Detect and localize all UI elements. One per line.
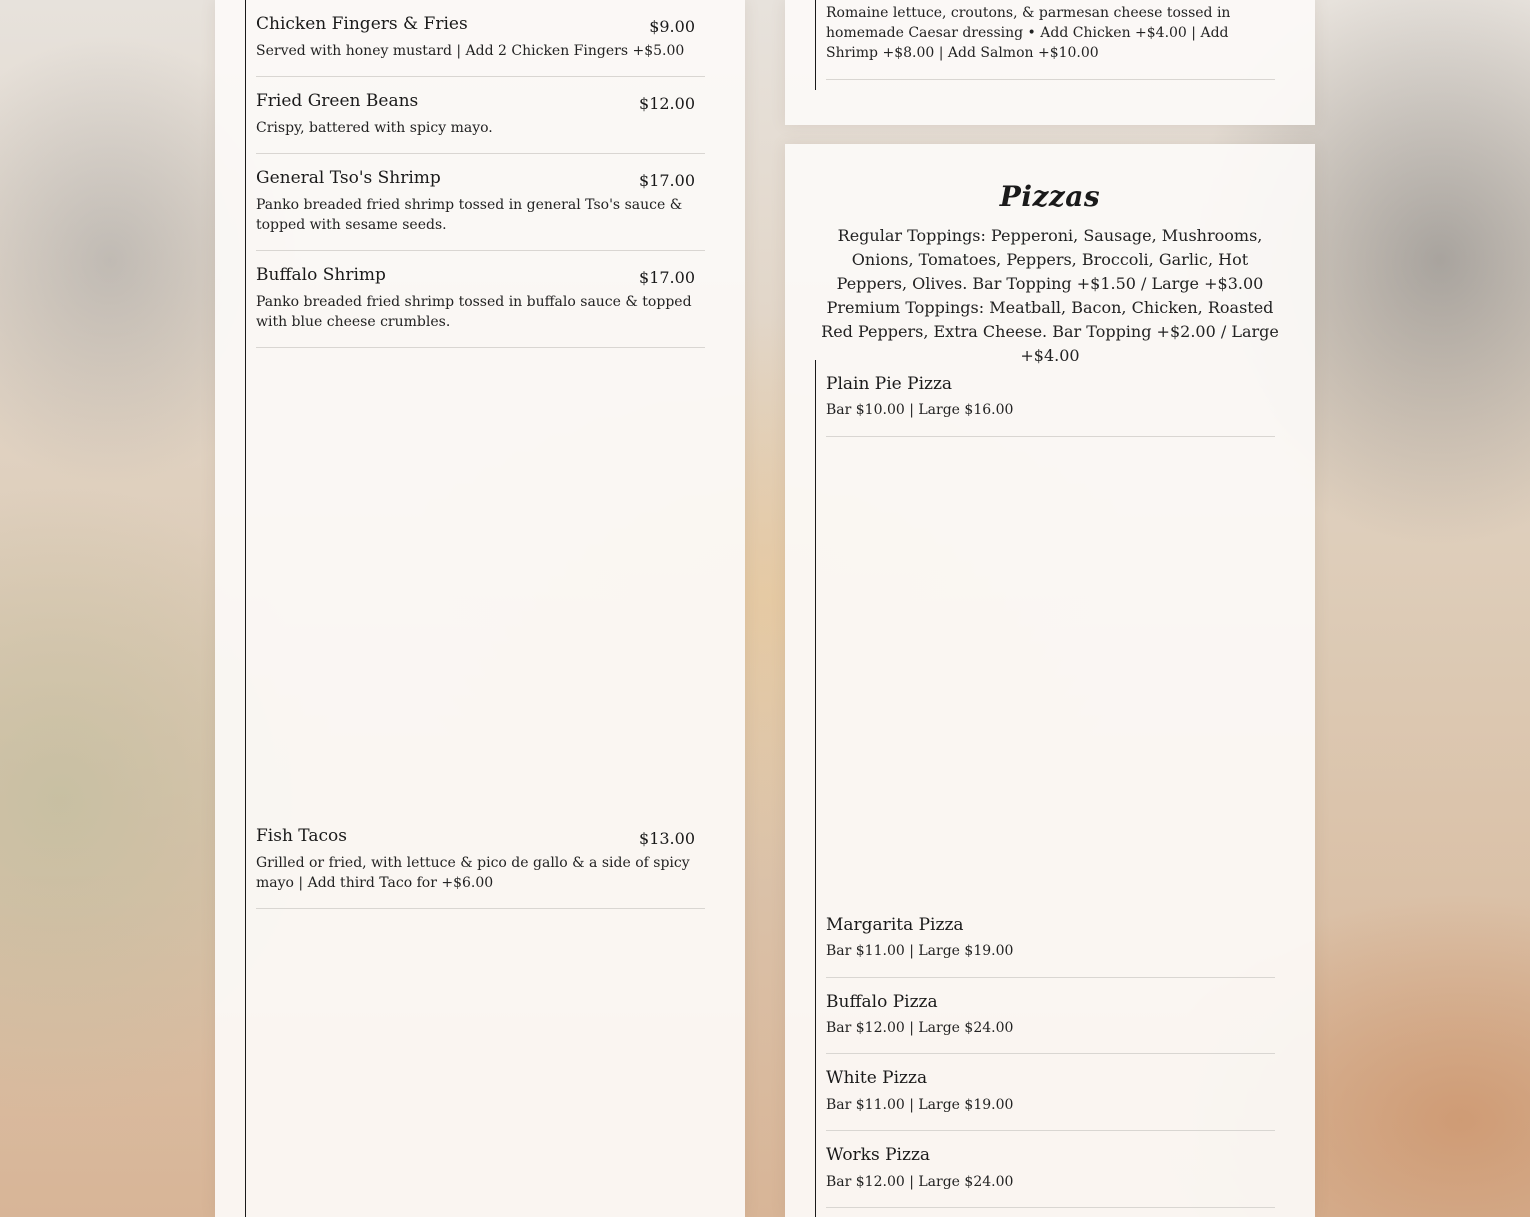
menu-item-prices: Bar $12.00 | Large $24.00 [826,1020,1014,1036]
menu-item-prices: Bar $12.00 | Large $24.00 [826,1174,1014,1190]
regular-toppings-note: Regular Toppings: Pepperoni, Sausage, Mushrooms, Onions, Tomatoes, Peppers, Broccoli, Garlic, Hot Peppers, Olives. Bar Topping +$1.50 / Large +$3.00 [836,226,1264,293]
menu-item-price: $17.00 [639,171,695,190]
menu-item-description: Panko breaded fried shrimp tossed in general Tso's sauce & topped with sesame seeds. [256,197,683,233]
menu-item-description: Panko breaded fried shrimp tossed in buffalo sauce & topped with blue cheese crumbles. [256,294,692,330]
menu-item-white-pizza [826,1067,1275,1131]
menu-item-buffalo-shrimp [256,264,705,348]
menu-item-name: Plain Pie Pizza [826,374,953,394]
menu-item-buffalo-pizza [826,991,1275,1054]
menu-item-price: $17.00 [639,268,695,287]
menu-item-prices: Bar $11.00 | Large $19.00 [826,1097,1014,1113]
section-title-pizzas: Pizzas [999,180,1101,213]
menu-panel-appetizers [215,0,745,1217]
menu-item-name: Fish Tacos [256,826,347,846]
menu-panel-salads [785,0,1315,125]
menu-item-description: Crispy, battered with spicy mayo. [256,120,493,136]
menu-item-name: Works Pizza [826,1145,931,1165]
menu-item-fried-green-beans [256,90,705,154]
menu-item-name: Margarita Pizza [826,915,964,935]
menu-item-description: Romaine lettuce, croutons, & parmesan cheese tossed in homemade Caesar dressing • Add Chicken +$4.00 | Add Shrimp +$8.00 | Add Salmon +$10.00 [826,5,1231,61]
menu-item-description: Served with honey mustard | Add 2 Chicken Fingers +$5.00 [256,43,685,59]
menu-item-general-tsos-shrimp [256,167,705,251]
panel-divider-line [815,360,816,1217]
menu-item-chicken-fingers [256,13,705,77]
menu-item-fish-tacos [256,825,705,909]
menu-panel-pizzas [785,144,1315,1217]
menu-item-name: White Pizza [826,1068,928,1088]
menu-item-name: Chicken Fingers & Fries [256,14,468,34]
menu-item-price: $12.00 [639,94,695,113]
panel-divider-line [815,0,816,90]
menu-item-name: Fried Green Beans [256,91,419,111]
premium-toppings-note: Premium Toppings: Meatball, Bacon, Chicken, Roasted Red Peppers, Extra Cheese. Bar Topping +$2.00 / Large +$4.00 [821,298,1279,365]
menu-item-name: Buffalo Shrimp [256,265,386,285]
menu-item-caesar-salad [826,0,1275,80]
menu-item-works-pizza [826,1144,1275,1208]
menu-item-price: $13.00 [639,829,695,848]
panel-divider-line [245,0,246,1217]
menu-item-name: Buffalo Pizza [826,992,938,1012]
menu-item-price: $9.00 [649,17,695,36]
menu-item-prices: Bar $10.00 | Large $16.00 [826,402,1014,418]
menu-item-margarita-pizza [826,914,1275,978]
menu-item-name: General Tso's Shrimp [256,168,441,188]
menu-item-prices: Bar $11.00 | Large $19.00 [826,943,1014,959]
menu-item-description: Grilled or fried, with lettuce & pico de gallo & a side of spicy mayo | Add third Taco for +$6.00 [256,855,690,891]
menu-item-plain-pie-pizza [826,373,1275,437]
